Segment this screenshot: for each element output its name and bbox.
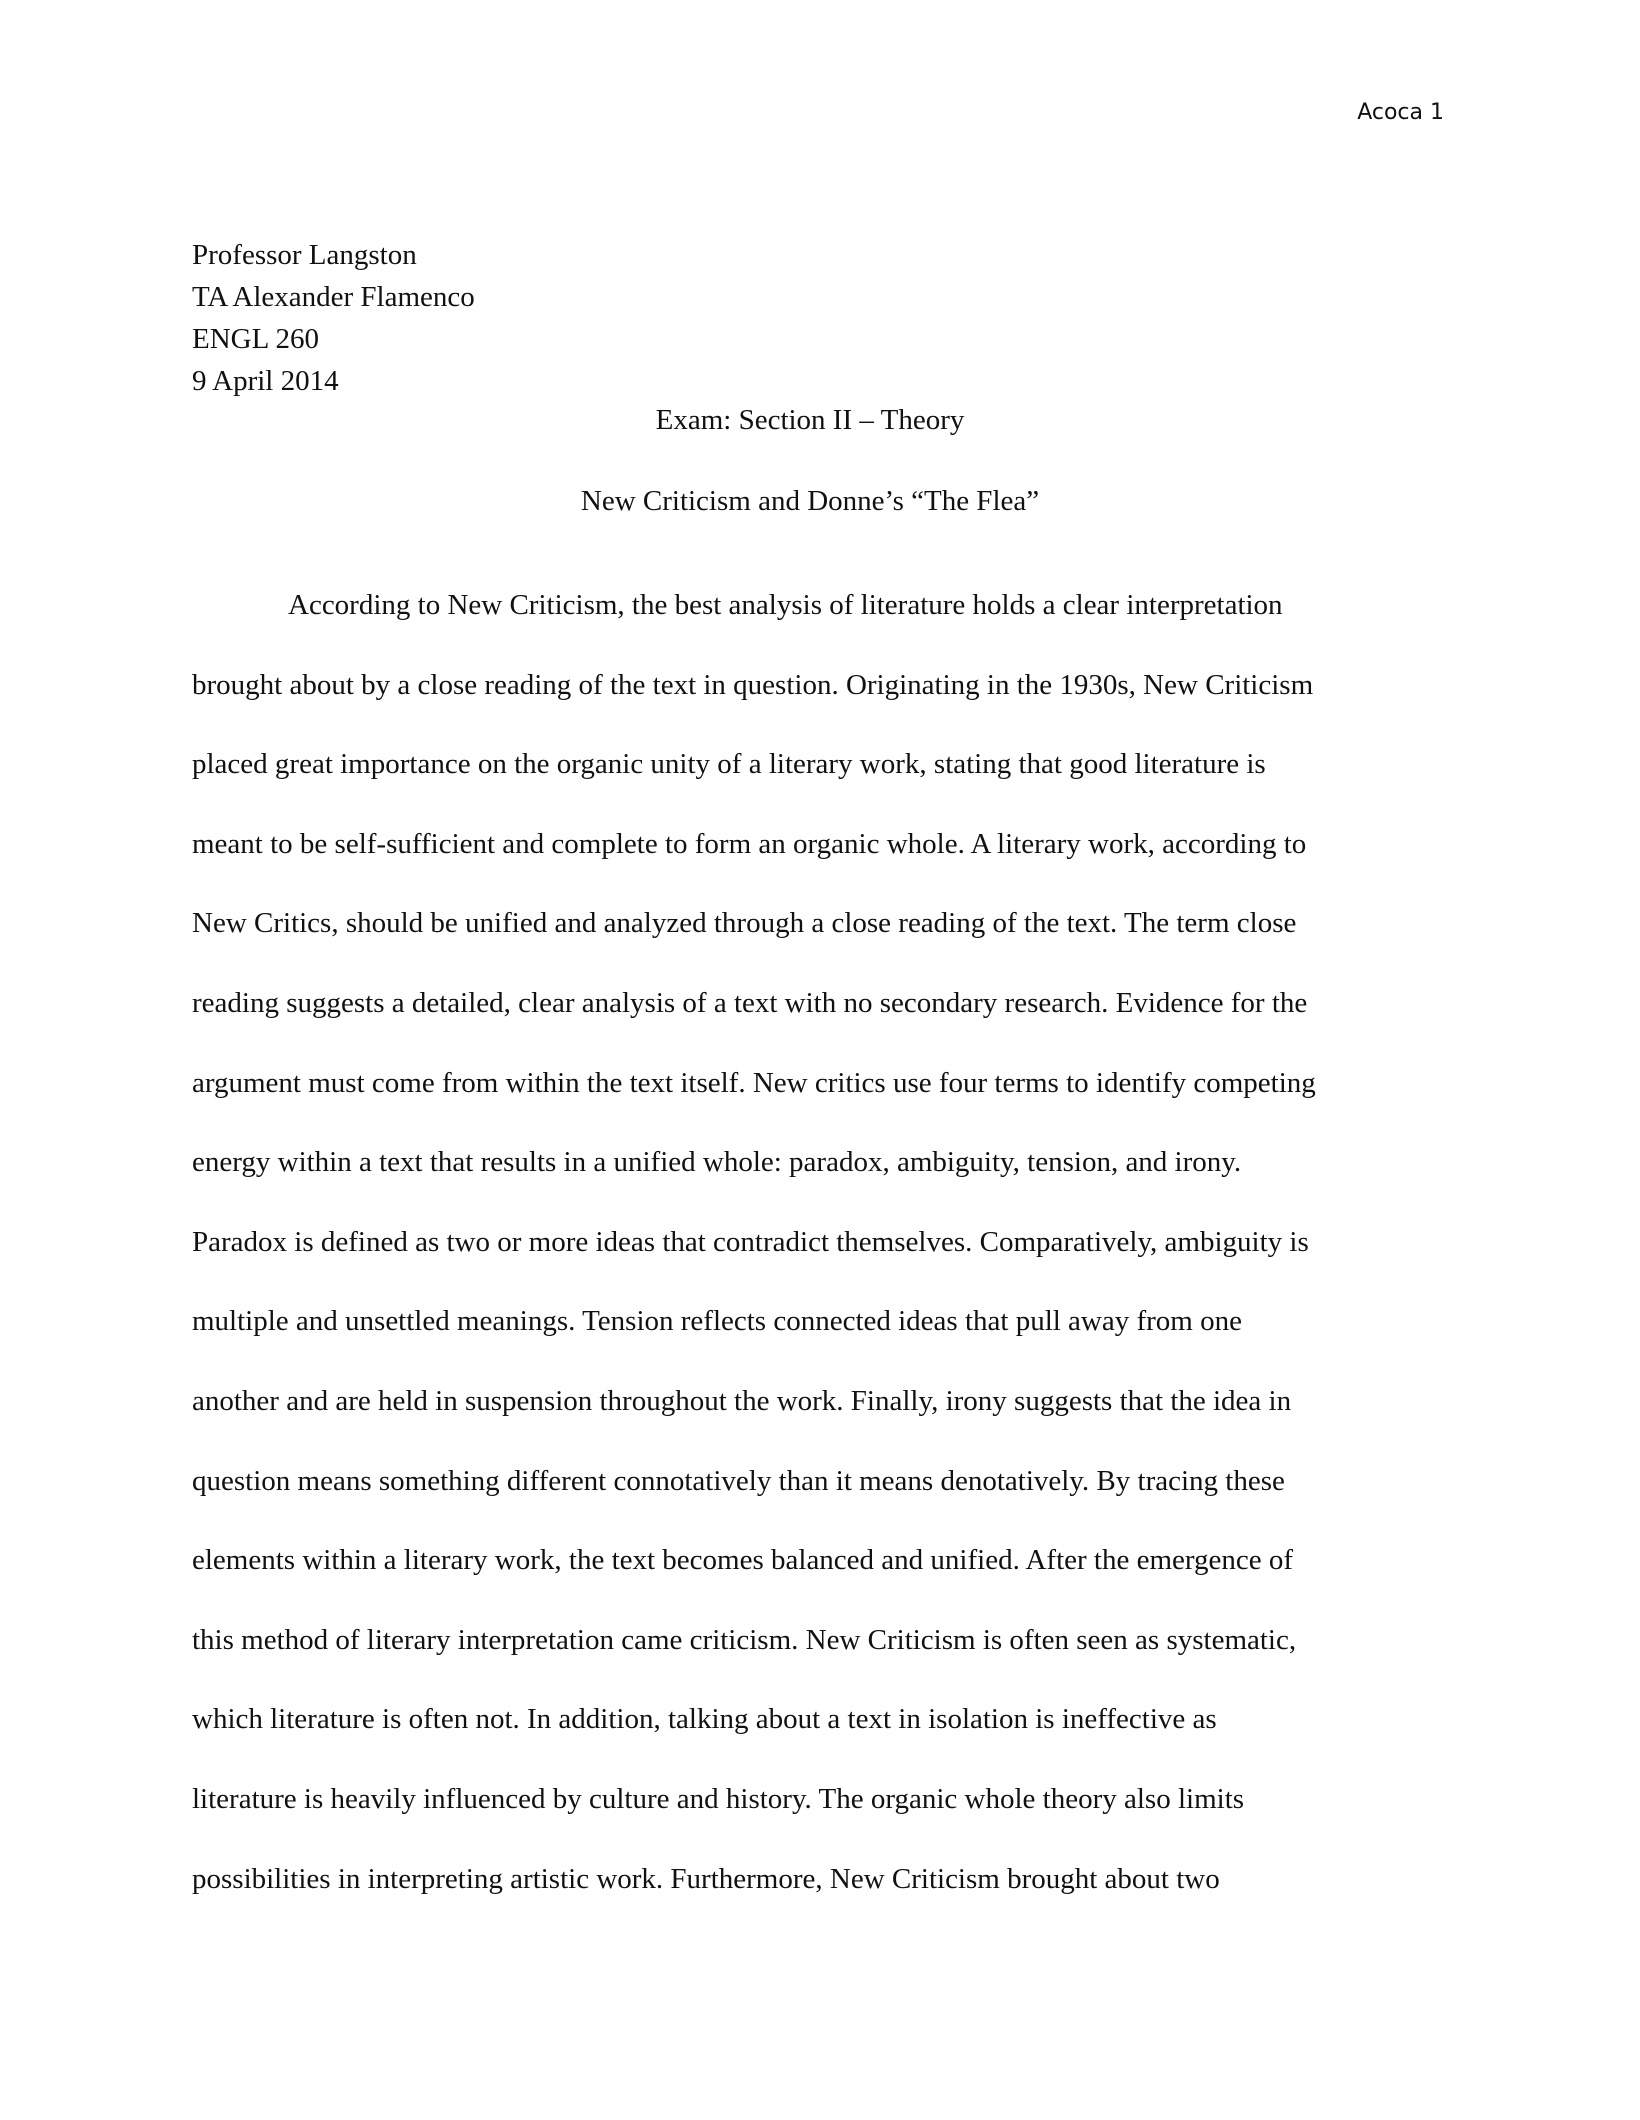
body-line: elements within a literary work, the text becomes balanced and unified. After the emergence of	[192, 1544, 1294, 1577]
body-line: reading suggests a detailed, clear analysis of a text with no secondary research. Evidence for the	[192, 986, 1308, 1019]
running-header: Acoca 1	[1357, 100, 1444, 125]
body-line: According to New Criticism, the best analysis of literature holds a clear interpretation	[288, 589, 1283, 621]
body-line: brought about by a close reading of the text in question. Originating in the 1930s, New Criticism	[192, 668, 1314, 701]
course-name: ENGL 260	[192, 323, 319, 355]
exam-title: Exam: Section II – Theory	[655, 404, 965, 436]
ta-name: TA Alexander Flamenco	[192, 281, 475, 313]
body-line: which literature is often not. In addition, talking about a text in isolation is ineffective as	[192, 1703, 1217, 1736]
body-line: possibilities in interpreting artistic work. Furthermore, New Criticism brought about two	[192, 1862, 1220, 1895]
body-line: literature is heavily influenced by culture and history. The organic whole theory also limits	[192, 1782, 1245, 1815]
body-line: argument must come from within the text itself. New critics use four terms to identify competing	[192, 1066, 1316, 1099]
body-line: another and are held in suspension throughout the work. Finally, irony suggests that the idea in	[192, 1384, 1292, 1417]
document-date: 9 April 2014	[192, 365, 339, 397]
body-line: Paradox is defined as two or more ideas that contradict themselves. Comparatively, ambiguity is	[192, 1225, 1309, 1258]
professor-name: Professor Langston	[192, 239, 417, 271]
essay-body	[192, 566, 1452, 1919]
body-line: this method of literary interpretation came criticism. New Criticism is often seen as systematic,	[192, 1623, 1297, 1656]
body-line: energy within a text that results in a unified whole: paradox, ambiguity, tension, and irony.	[192, 1146, 1242, 1179]
mla-heading	[192, 234, 475, 402]
essay-title: New Criticism and Donne’s “The Flea”	[580, 485, 1040, 517]
body-line: question means something different connotatively than it means denotatively. By tracing these	[192, 1464, 1285, 1497]
body-line: New Critics, should be unified and analyzed through a close reading of the text. The term close	[192, 907, 1297, 940]
body-line: multiple and unsettled meanings. Tension reflects connected ideas that pull away from one	[192, 1305, 1242, 1338]
body-line: meant to be self-sufficient and complete to form an organic whole. A literary work, according to	[192, 827, 1307, 860]
body-line: placed great importance on the organic unity of a literary work, stating that good literature is	[192, 748, 1266, 781]
